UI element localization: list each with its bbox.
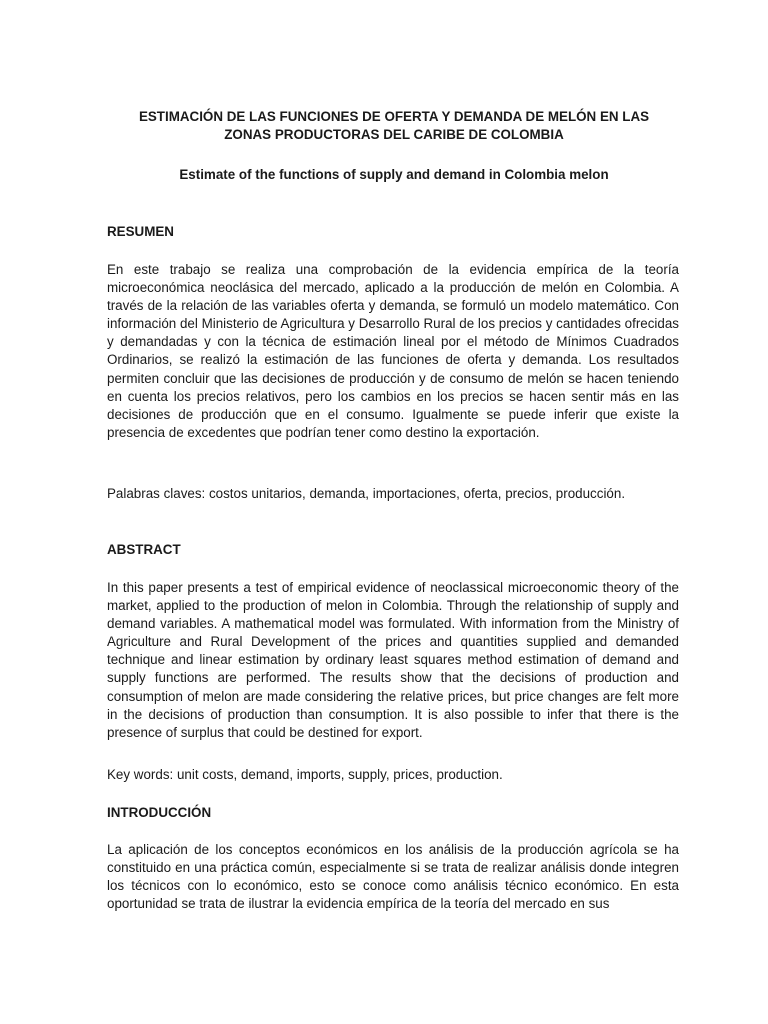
paper-title: ESTIMACIÓN DE LAS FUNCIONES DE OFERTA Y DEMANDA DE MELÓN EN LAS ZONAS PRODUCTORAS DEL CARIBE DE COLOMBIA: [138, 109, 650, 142]
paper-subtitle-english: Estimate of the functions of supply and demand in Colombia melon: [179, 167, 609, 182]
introduccion-body: La aplicación de los conceptos económicos en los análisis de la producción agrícola se ha constituido en una práctica común, especialmente si se trata de realizar análisis donde integren los técnicos con lo económico, esto se conoce como análisis técnico económico. En esta oportunidad se trata de ilustrar la evidencia empírica de la teoría del mercado en sus: [107, 842, 679, 912]
resumen-keywords: Palabras claves: costos unitarios, demanda, importaciones, oferta, precios, producción.: [107, 486, 626, 501]
resumen-body: En este trabajo se realiza una comprobación de la evidencia empírica de la teoría microeconómica neoclásica del mercado, aplicado a la producción de melón en Colombia. A través de la relación de las variables oferta y demanda, se formuló un modelo matemático. Con información del Ministerio de Agricultura y Desarrollo Rural de los precios y cantidades ofrecidas y demandadas y con la técnica de estimación lineal por el método de Mínimos Cuadrados Ordinarios, se realizó la estimación de las funciones de oferta y demanda. Los resultados permiten concluir que las decisiones de producción y de consumo de melón se hacen teniendo en cuenta los precios relativos, pero los cambios en los precios se hacen sentir más en las decisiones de producción que en el consumo. Igualmente se puede inferir que existe la presencia de excedentes que podrían tener como destino la exportación.: [107, 262, 679, 440]
abstract-keywords: Key words: unit costs, demand, imports, supply, prices, production.: [107, 767, 503, 782]
abstract-body: In this paper presents a test of empirical evidence of neoclassical microeconomic theory of the market, applied to the production of melon in Colombia. Through the relationship of supply and demand variables. A mathematical model was formulated. With information from the Ministry of Agriculture and Rural Development of the prices and quantities supplied and demanded technique and linear estimation by ordinary least squares method estimation of demand and supply functions are performed. The results show that the decisions of production and consumption of melon are made considering the relative prices, but price changes are felt more in the decisions of production than consumption. It is also possible to infer that there is the presence of surplus that could be destined for export.: [107, 580, 679, 740]
resumen-heading: RESUMEN: [107, 224, 174, 239]
abstract-heading: ABSTRACT: [107, 542, 181, 557]
introduccion-heading: INTRODUCCIÓN: [107, 805, 212, 820]
